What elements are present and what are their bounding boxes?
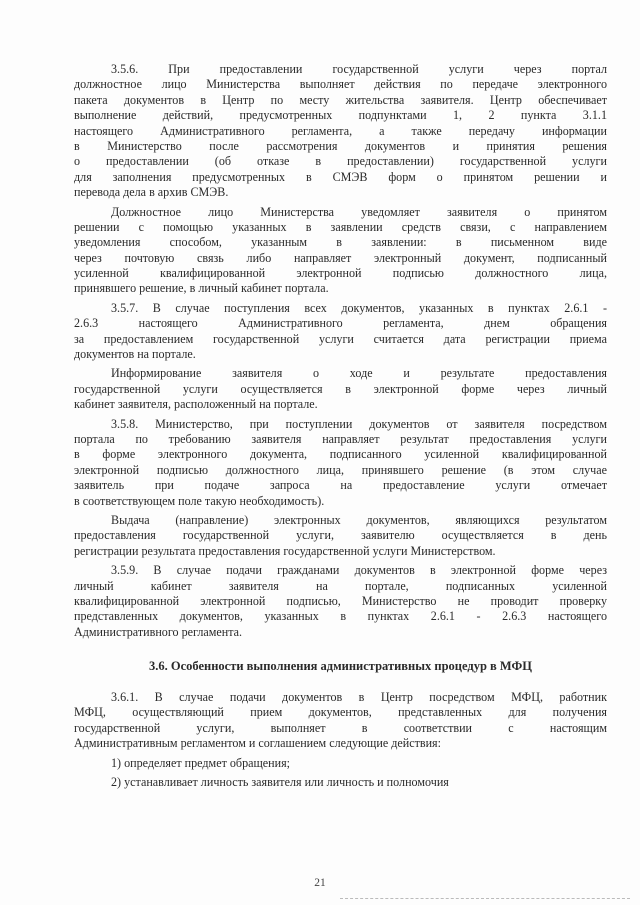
paragraph [74,690,607,752]
text-line: регистрации результата предоставления государственной услуги Министерством. [74,543,496,558]
text-line: должностное лицо Министерства выполняет действия по передаче электронного [74,77,607,92]
paragraphs-after-heading [74,690,607,790]
text-line: принявшего решение, в личный кабинет портала. [74,281,329,296]
page-number: 21 [314,877,326,889]
text-line: 3.5.8. Министерство, при поступлении документов от заявителя посредством [111,416,607,431]
text-line: настоящего Административного регламента, а также передачу информации [74,123,607,138]
paragraph [74,301,607,363]
text-line: для заполнения предусмотренных в СМЭВ форм о принятом решении и [74,169,607,184]
text-line: усиленной квалифицированной электронной подписью должностного лица, [74,266,607,281]
text-line: за предоставлением государственной услуги считается дата регистрации приема [74,331,607,346]
text-line: Административного регламента. [74,624,243,639]
text-line: уведомления способом, указанным в заявлении: в письменном виде [74,235,607,250]
text-line: государственной услуги осуществляется в электронной форме через личный [74,381,607,396]
text-line: в форме электронного документа, подписанного усиленной квалифицированной [74,447,607,462]
paragraph [74,775,607,790]
text-line: решении с помощью указанных в заявлении средств связи, с направлением [74,219,607,234]
paragraph [74,563,607,640]
text-line: предоставления государственной услуги, заявителю осуществляется в день [74,528,607,543]
text-line: Информирование заявителя о ходе и результате предоставления [111,366,607,381]
text-line: заявитель при подаче запроса на предоставление услуги отмечает [74,478,607,493]
text-line: 3.5.7. В случае поступления всех документов, указанных в пунктах 2.6.1 - [111,300,607,315]
text-line: 1) определяет предмет обращения; [111,755,291,770]
paragraphs-before-heading [74,62,607,640]
text-line: портала по требованию заявителя направляет результат предоставления услуги [74,431,607,446]
text-line: кабинет заявителя, расположенный на портале. [74,397,318,412]
paragraph [74,62,607,201]
text-line: в соответствующем поле такую необходимость). [74,493,325,508]
paragraph [74,756,607,771]
document-body [74,62,607,794]
paragraph [74,513,607,559]
text-line: 2) устанавливает личность заявителя или личность и полномочия [111,775,449,790]
text-line: 2.6.3 настоящего Административного регламента, днем обращения [74,316,607,331]
text-line: 3.5.6. При предоставлении государственной услуги через портал [111,62,607,76]
text-line: через почтовую связь либо направляет электронный документ, подписанный [74,250,607,265]
paragraph [74,205,607,297]
text-line: электронной подписью должностного лица, принявшего решение (в этом случае [74,462,607,477]
text-line: выполнение действий, предусмотренных подпунктами 1, 2 пункта 3.1.1 [74,108,607,123]
text-line: документов на портале. [74,347,196,362]
text-line: о предоставлении (об отказе в предоставлении) государственной услуги [74,154,607,169]
text-line: квалифицированной электронной подписью, Министерство не проводит проверку [74,593,607,608]
text-line: МФЦ, осуществляющий прием документов, представленных для получения [74,705,607,720]
text-line: в Министерство после рассмотрения документов и принятия решения [74,138,607,153]
text-line: 3.6.1. В случае подачи документов в Центр посредством МФЦ, работник [111,690,607,705]
paragraph [74,417,607,509]
text-line: Административным регламентом и соглашением следующие действия: [74,736,441,751]
text-line: перевода дела в архив СМЭВ. [74,185,229,200]
scan-artifact-line [340,898,630,899]
text-line: представленных документов, указанных в пунктах 2.6.1 - 2.6.3 настоящего [74,609,607,624]
text-line: Выдача (направление) электронных документов, являющихся результатом [111,512,607,527]
paragraph [74,366,607,412]
text-line: пакета документов в Центр по месту жительства заявителя. Центр обеспечивает [74,92,607,107]
text-line: государственной услуги, выполняет в соответствии с настоящим [74,720,607,735]
section-heading: 3.6. Особенности выполнения административных процедур в МФЦ [148,659,532,674]
text-line: Должностное лицо Министерства уведомляет заявителя о принятом [111,204,607,219]
text-line: личный кабинет заявителя на портале, подписанных усиленной [74,578,607,593]
text-line: 3.5.9. В случае подачи гражданами документов в электронной форме через [111,563,607,578]
